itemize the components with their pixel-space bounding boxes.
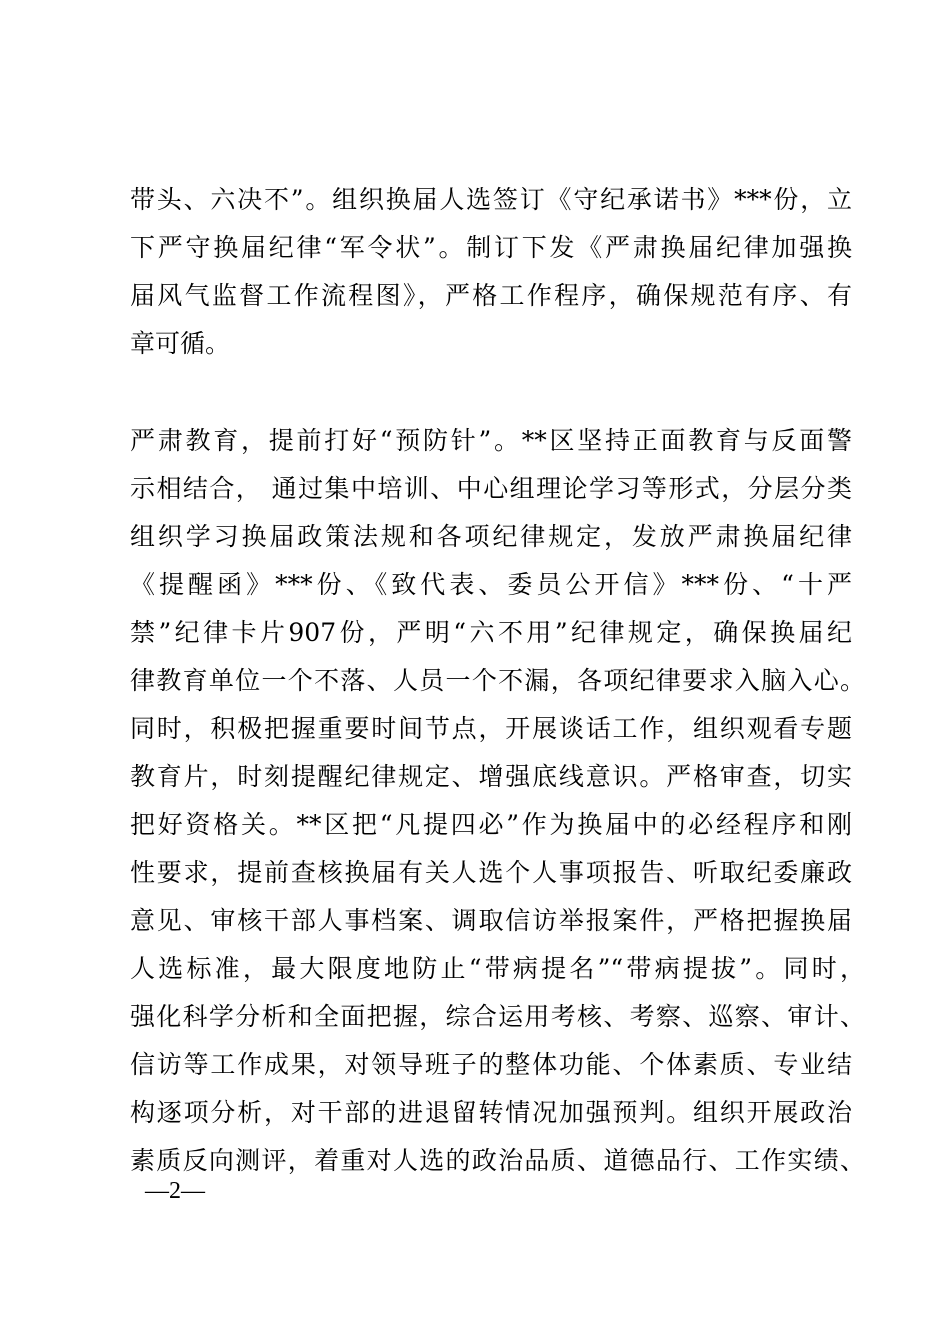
text-line: 构逐项分析，对干部的进退留转情况加强预判。组织开展政治 (130, 1098, 852, 1127)
text-line: 章可循。 (130, 329, 231, 358)
text-line: 下严守换届纪律“军令状”。制订下发《严肃换届纪律加强换 (130, 233, 852, 262)
text-line: 强化科学分析和全面把握，综合运用考核、考察、巡察、审计、 (130, 1002, 865, 1031)
text-line: 带头、六决不”。组织换届人选签订《守纪承诺书》***份，立 (130, 185, 852, 214)
paragraph-2 (130, 417, 865, 1185)
text-line: 同时，积极把握重要时间节点，开展谈话工作，组织观看专题 (130, 714, 852, 743)
text-line: 禁”纪律卡片907份，严明“六不用”纪律规定，确保换届纪 (130, 618, 852, 647)
text-line: 素质反向测评，着重对人选的政治品质、道德品行、工作实绩、 (130, 1146, 865, 1175)
text-line: 性要求，提前查核换届有关人选个人事项报告、听取纪委廉政 (130, 858, 852, 887)
text-line: 示相结合， 通过集中培训、中心组理论学习等形式，分层分类 (130, 474, 852, 503)
text-line: 把好资格关。**区把“凡提四必”作为换届中的必经程序和刚 (130, 810, 852, 839)
text-line: 律教育单位一个不落、人员一个不漏，各项纪律要求入脑入心。 (130, 666, 865, 695)
text-line: 届风气监督工作流程图》，严格工作程序，确保规范有序、有 (130, 281, 852, 310)
text-line: 信访等工作成果，对领导班子的整体功能、个体素质、专业结 (130, 1050, 852, 1079)
text-line: 严肃教育，提前打好“预防针”。**区坚持正面教育与反面警 (130, 426, 852, 455)
text-line: 组织学习换届政策法规和各项纪律规定，发放严肃换届纪律 (130, 522, 852, 551)
text-line: 《提醒函》***份、《致代表、委员公开信》***份、“十严 (130, 570, 852, 599)
page-number: —2— (145, 1178, 205, 1204)
paragraph-1 (130, 176, 852, 368)
text-line: 教育片，时刻提醒纪律规定、增强底线意识。严格审查，切实 (130, 762, 852, 791)
text-line: 人选标准，最大限度地防止“带病提名”“带病提拔”。同时， (130, 954, 865, 983)
text-line: 意见、审核干部人事档案、调取信访举报案件，严格把握换届 (130, 906, 852, 935)
